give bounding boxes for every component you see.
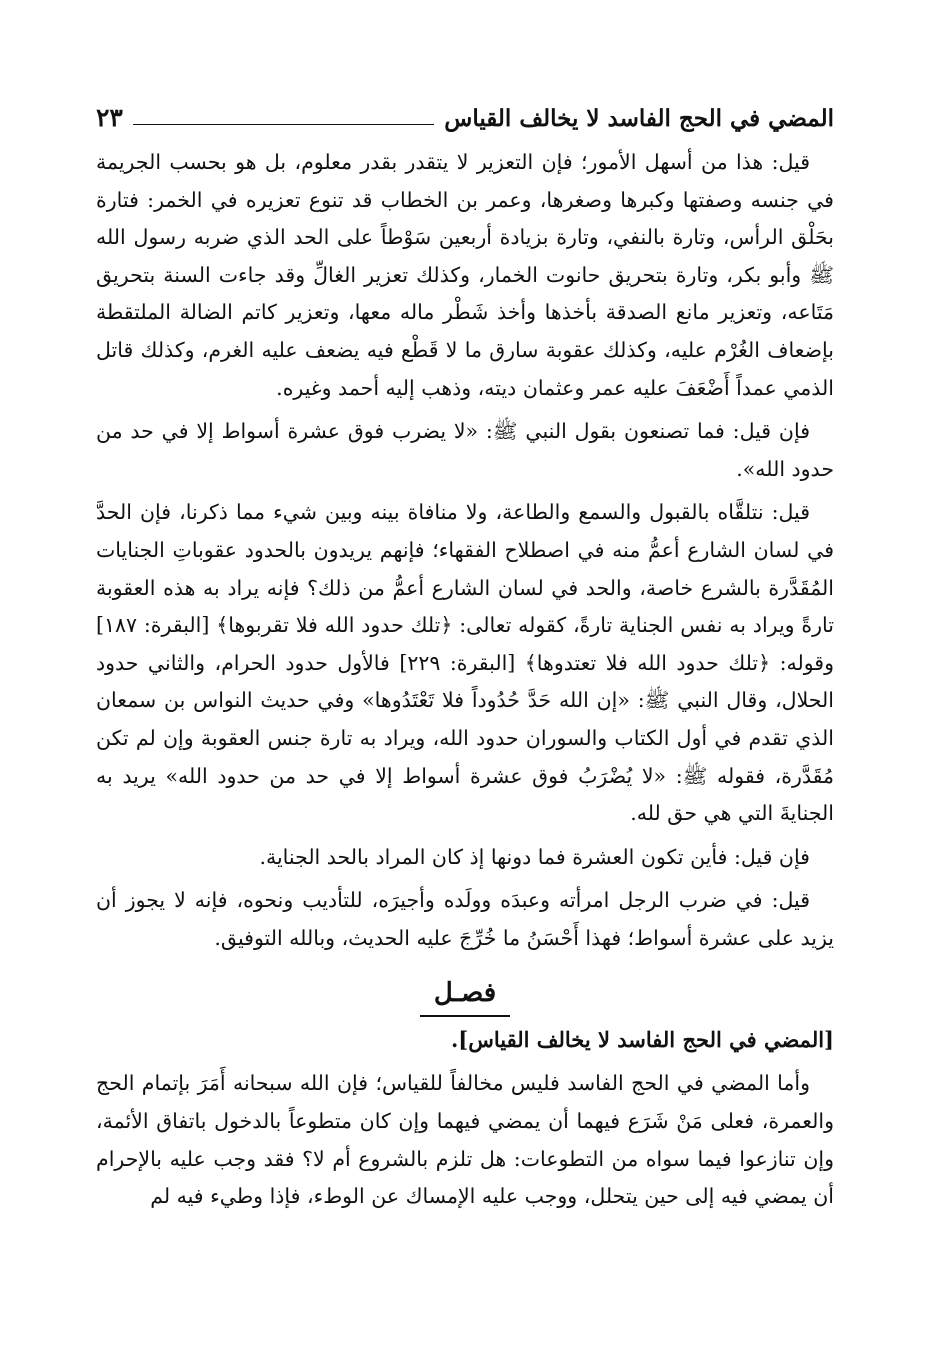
paragraph-taazir: قيل: هذا من أسهل الأمور؛ فإن التعزير لا يتقدر بقدر معلوم، بل هو بحسب الجريمة في جنسه وصفتها وكبرها وصغرها، وعمر بن الخطاب قد تنوع تعزيره في الخمر: فتارة بحَلْق الرأس، وتارة بالنفي، وتارة بزيادة أربعين سَوْطاً على الحد الذي ضربه رسول الله ﷺ وأبو بكر، وتارة بتحريق حانوت الخمار، وكذلك تعزير الغالِّ وقد جاءت السنة بتحريق مَتَاعه، وتعزير مانع الصدقة بأخذها وأخذ شَطْر ماله معها، وتعزير كاتم الضالة الملتقطة بإضعاف الغُرْم عليه، وكذلك عقوبة سارق ما لا قَطْع فيه يضعف عليه الغرم، وكذلك قاتل الذمي عمداً أَضْعَفَ عليه عمر وعثمان ديته، وذهب إليه أحمد وغيره. — [96, 150, 834, 400]
section-subtitle: [المضي في الحج الفاسد لا يخالف القياس]. — [450, 1027, 834, 1053]
section-heading — [96, 973, 834, 1017]
section-heading-text: فصـل — [420, 973, 510, 1017]
header-title: المضي في الحج الفاسد لا يخالف القياس — [444, 105, 834, 132]
paragraph-hajj: وأما المضي في الحج الفاسد فليس مخالفاً للقياس؛ فإن الله سبحانه أَمَرَ بإتمام الحج والعمرة، فعلى مَنْ شَرَع فيهما أن يمضي فيهما وإن كان متطوعاً بالدخول باتفاق الأئمة، وإن تنازعوا فيما سواه من التطوعات: هل تلزم بالشروع أم لا؟ فقد وجب عليه بالإحرام أن يمضي فيه إلى حين يتحلل، ووجب عليه الإمساك عن الوطء، فإذا وطيء فيه لم — [96, 1071, 834, 1209]
page-number: ٢٣ — [96, 103, 123, 132]
paragraph-reply-discipline: قيل: في ضرب الرجل امرأته وعبدَه وولَده وأجيرَه، للتأديب ونحوه، فإنه لا يجوز أن يزيد على عشرة أسواط؛ فهذا أَحْسَنُ ما خُرِّجَ عليه الحديث، وبالله التوفيق. — [96, 888, 834, 950]
paragraph-objection-hadith: فإن قيل: فما تصنعون بقول النبي ﷺ: «لا يضرب فوق عشرة أسواط إلا في حد من حدود الله». — [96, 419, 834, 481]
paragraph-objection-ten: فإن قيل: فأين تكون العشرة فما دونها إذ كان المراد بالحد الجناية. — [259, 844, 810, 869]
header-rule — [133, 124, 434, 125]
paragraph-reply-hadd: قيل: نتلقَّاه بالقبول والسمع والطاعة، ولا منافاة بينه وبين شيء مما ذكرنا، فإن الحدَّ في لسان الشارع أعمُّ منه في اصطلاح الفقهاء؛ فإنهم يريدون بالحدود عقوباتِ الجنايات المُقَدَّرة بالشرع خاصة، والحد في لسان الشارع أعمُّ من ذلك؟ فإنه يراد به هذه العقوبة تارةً ويراد به نفس الجناية تارةً، كقوله تعالى: ﴿تلك حدود الله فلا تقربوها﴾ [البقرة: ١٨٧] وقوله: ﴿تلك حدود الله فلا تعتدوها﴾ [البقرة: ٢٢٩] فالأول حدود الحرام، والثاني حدود الحلال، وقال النبي ﷺ: «إن الله حَدَّ حُدُوداً فلا تَعْتَدُوها» وفي حديث النواس بن سمعان الذي تقدم في أول الكتاب والسوران حدود الله، ويراد به تارة جنس العقوبة وإن لم تكن مُقَدَّرة، فقوله ﷺ: «لا يُضْرَبُ فوق عشرة أسواط إلا في حد من حدود الله» يريد به الجنايةَ التي هي حق لله. — [96, 500, 834, 826]
running-header — [96, 98, 834, 132]
